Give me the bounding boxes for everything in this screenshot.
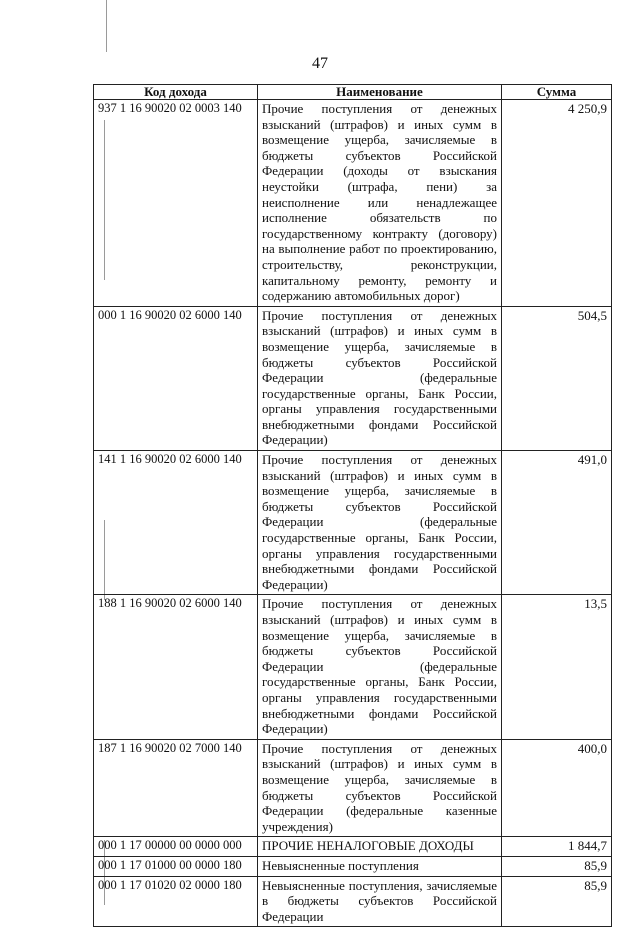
- row-code: 141 1 16 90020 02 6000 140: [94, 451, 258, 595]
- table-row: [94, 595, 612, 739]
- row-name: Прочие поступления от денежных взысканий (штрафов) и иных сумм в возмещение ущерба, зачисляемые в бюджеты субъектов Российской Федерации (федеральные государственные органы, Банк России, органы управления государственными внебюджетными фондами Российской Федерации): [258, 306, 502, 450]
- row-name: Невыясненные поступления, зачисляемые в бюджеты субъектов Российской Федерации: [258, 876, 502, 927]
- row-name: Прочие поступления от денежных взысканий (штрафов) и иных сумм в возмещение ущерба, зачисляемые в бюджеты субъектов Российской Федерации (федеральные казенные учреждения): [258, 739, 502, 837]
- row-name: Прочие поступления от денежных взысканий (штрафов) и иных сумм в возмещение ущерба, зачисляемые в бюджеты субъектов Российской Федерации (федеральные государственные органы, Банк России, органы управления государственными внебюджетными фондами Российской Федерации): [258, 595, 502, 739]
- row-sum: 491,0: [502, 451, 612, 595]
- table-row: [94, 100, 612, 307]
- row-sum: 85,9: [502, 856, 612, 876]
- table-row: [94, 739, 612, 837]
- table-row: [94, 837, 612, 857]
- row-code: 188 1 16 90020 02 6000 140: [94, 595, 258, 739]
- table-row: [94, 451, 612, 595]
- row-name: Прочие поступления от денежных взысканий (штрафов) и иных сумм в возмещение ущерба, зачисляемые в бюджеты субъектов Российской Федерации (доходы от взыскания неустойки (штрафа, пени) за неисполнение или ненадлежащее исполнение обязательств по государственному контракту (договору) на выполнение работ по проектированию, строительству, реконструкции, капитальному ремонту, ремонту и содержанию автомобильных дорог): [258, 100, 502, 307]
- row-sum: 4 250,9: [502, 100, 612, 307]
- row-code: 937 1 16 90020 02 0003 140: [94, 100, 258, 307]
- row-name: Невыясненные поступления: [258, 856, 502, 876]
- row-sum: 504,5: [502, 306, 612, 450]
- table-row: [94, 306, 612, 450]
- row-sum: 13,5: [502, 595, 612, 739]
- row-code: 187 1 16 90020 02 7000 140: [94, 739, 258, 837]
- row-sum: 400,0: [502, 739, 612, 837]
- table-row: [94, 876, 612, 927]
- row-code: 000 1 16 90020 02 6000 140: [94, 306, 258, 450]
- revenue-table: [93, 84, 612, 927]
- page-number: 47: [312, 55, 328, 72]
- margin-mark: [106, 0, 107, 52]
- row-code: 000 1 17 01000 00 0000 180: [94, 856, 258, 876]
- row-code: 000 1 17 00000 00 0000 000: [94, 837, 258, 857]
- header-sum: Сумма: [502, 85, 612, 100]
- row-name: Прочие поступления от денежных взысканий (штрафов) и иных сумм в возмещение ущерба, зачисляемые в бюджеты субъектов Российской Федерации (федеральные государственные органы, Банк России, органы управления государственными внебюджетными фондами Российской Федерации): [258, 451, 502, 595]
- row-name: ПРОЧИЕ НЕНАЛОГОВЫЕ ДОХОДЫ: [258, 837, 502, 857]
- header-code: Код дохода: [94, 85, 258, 100]
- table-row: [94, 856, 612, 876]
- row-sum: 85,9: [502, 876, 612, 927]
- row-sum: 1 844,7: [502, 837, 612, 857]
- row-code: 000 1 17 01020 02 0000 180: [94, 876, 258, 927]
- table-header-row: [94, 85, 612, 100]
- header-name: Наименование: [258, 85, 502, 100]
